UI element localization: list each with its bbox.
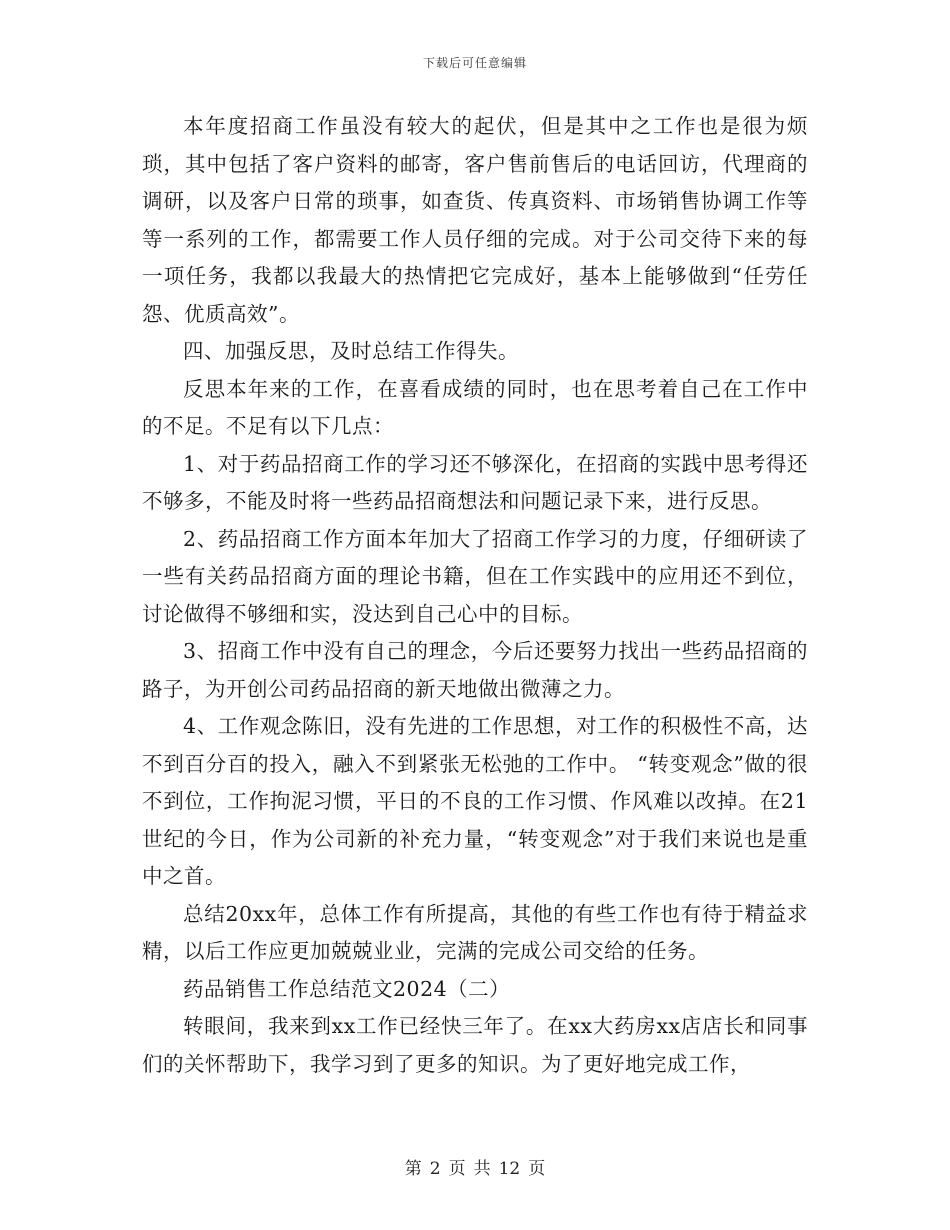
list-item-shortcoming-2: 2、药品招商工作方面本年加大了招商工作学习的力度，仔细研读了一些有关药品招商方面的理论书籍，但在工作实践中的应用还不到位，讨论做得不够细和实，没达到自己心中的目标。 — [142, 526, 808, 626]
list-item-shortcoming-3: 3、招商工作中没有自己的理念，今后还要努力找出一些药品招商的路子，为开创公司药品招商的新天地做出微薄之力。 — [142, 639, 808, 701]
page-footer — [0, 1154, 950, 1179]
list-item-shortcoming-4: 4、工作观念陈旧，没有先进的工作思想，对工作的积极性不高，达不到百分百的投入，融入不到紧张无松弛的工作中。 “转变观念”做的很不到位，工作拘泥习惯，平日的不良的工作习惯、作风难以改掉。在21世纪的今日，作为公司新的补充力量，“转变观念”对于我们来说也是重中之首。 — [142, 714, 808, 888]
footer-suffix: 页 — [528, 1159, 546, 1179]
document-body — [142, 108, 808, 1083]
paragraph-summary: 总结20xx年，总体工作有所提高，其他的有些工作也有待于精益求精，以后工作应更加兢兢业业，完满的完成公司交给的任务。 — [142, 901, 808, 963]
section-heading-reflection: 四、加强反思，及时总结工作得失。 — [183, 339, 519, 363]
paragraph-reflection: 反思本年来的工作，在喜看成绩的同时，也在思考着自己在工作中的不足。不足有以下几点： — [142, 376, 808, 438]
paragraph-tasks: 本年度招商工作虽没有较大的起伏，但是其中之工作也是很为烦琐，其中包括了客户资料的邮寄，客户售前售后的电话回访，代理商的调研，以及客户日常的琐事，如查货、传真资料、市场销售协调工作等等一系列的工作，都需要工作人员仔细的完成。对于公司交待下来的每一项任务，我都以我最大的热情把它完成好，基本上能够做到“任劳任怨、优质高效”。 — [142, 114, 808, 326]
footer-total-word: 共 — [473, 1159, 491, 1179]
footer-prefix: 第 — [404, 1159, 422, 1179]
current-page-number: 2 — [429, 1159, 441, 1179]
paragraph-part-two-intro: 转眼间，我来到xx工作已经快三年了。在xx大药房xx店店长和同事们的关怀帮助下，我学习到了更多的知识。为了更好地完成工作， — [142, 1014, 808, 1076]
page-header: 下载后可任意编辑 — [422, 56, 527, 70]
section-title-part-two: 药品销售工作总结范文2024（二） — [183, 976, 511, 1001]
footer-page-word: 页 — [448, 1159, 466, 1179]
list-item-shortcoming-1: 1、对于药品招商工作的学习还不够深化，在招商的实践中思考得还不够多，不能及时将一些药品招商想法和问题记录下来，进行反思。 — [142, 451, 808, 513]
total-pages-number: 12 — [498, 1159, 521, 1179]
